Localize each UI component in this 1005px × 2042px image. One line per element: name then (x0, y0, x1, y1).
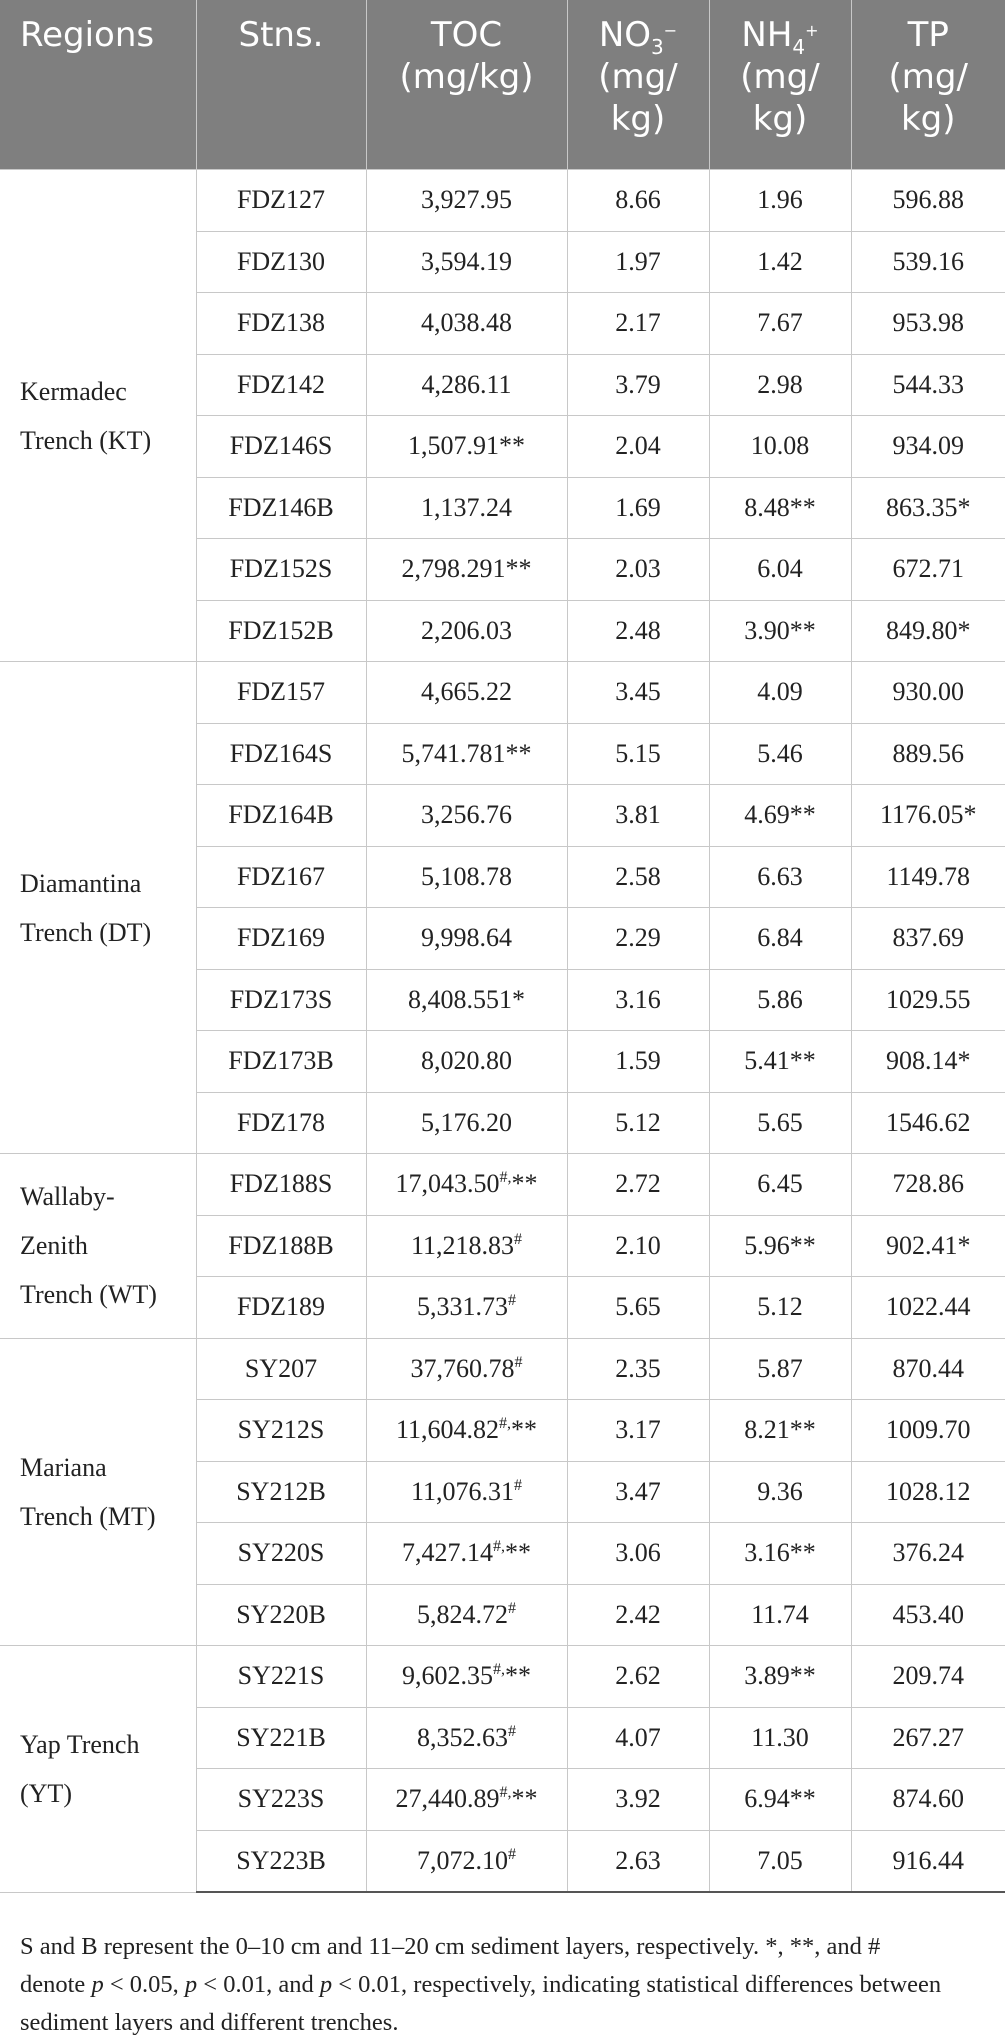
station-cell: FDZ130 (196, 231, 366, 293)
toc-cell (366, 1031, 567, 1093)
nh4-cell: 4.09 (709, 662, 851, 724)
toc-significance-sup: # (508, 1292, 516, 1310)
toc-cell (366, 1584, 567, 1646)
table-footnote (20, 1928, 995, 2042)
toc-significance-sup: # (514, 1476, 523, 1494)
no3-cell: 3.17 (567, 1400, 709, 1462)
tp-cell: 849.80* (851, 600, 1005, 662)
table-row (0, 662, 1005, 724)
toc-value: 2,206.03 (421, 615, 512, 645)
header-regions (0, 0, 196, 170)
header-tp (851, 0, 1005, 170)
station-cell: SY221B (196, 1707, 366, 1769)
nh4-cell: 1.96 (709, 170, 851, 232)
tp-cell: 874.60 (851, 1769, 1005, 1831)
tp-cell: 870.44 (851, 1338, 1005, 1400)
toc-value: 3,256.76 (421, 800, 512, 830)
toc-value: 4,038.48 (421, 308, 512, 338)
station-cell: SY207 (196, 1338, 366, 1400)
region-cell (0, 1154, 196, 1339)
nh4-cell: 6.45 (709, 1154, 851, 1216)
no3-cell: 2.29 (567, 908, 709, 970)
no3-cell: 1.97 (567, 231, 709, 293)
toc-significance-sup: #, (499, 1415, 512, 1433)
toc-significance-sup: #, (499, 1169, 512, 1187)
toc-value: 9,602.35 (402, 1661, 493, 1691)
header-no3-sup: − (663, 21, 678, 40)
station-cell: SY223B (196, 1830, 366, 1892)
station-cell: FDZ152B (196, 600, 366, 662)
station-cell: SY220B (196, 1584, 366, 1646)
nh4-cell: 8.21** (709, 1400, 851, 1462)
toc-value: 17,043.50 (395, 1169, 500, 1199)
toc-value: 5,824.72 (417, 1599, 508, 1629)
no3-cell: 3.92 (567, 1769, 709, 1831)
table-row (0, 1338, 1005, 1400)
station-cell: FDZ146S (196, 416, 366, 478)
tp-cell: 1029.55 (851, 969, 1005, 1031)
tp-cell: 539.16 (851, 231, 1005, 293)
header-toc-line: TOC (430, 15, 503, 55)
nh4-cell: 7.05 (709, 1830, 851, 1892)
region-cell (0, 1338, 196, 1646)
table-row (0, 1646, 1005, 1708)
toc-significance-sup: #, (499, 1784, 512, 1802)
nh4-cell: 4.69** (709, 785, 851, 847)
toc-value: 2,798.291 (401, 554, 506, 584)
tp-cell: 863.35* (851, 477, 1005, 539)
station-cell: FDZ169 (196, 908, 366, 970)
header-no3-sub: 3 (651, 35, 664, 59)
no3-cell: 2.17 (567, 293, 709, 355)
toc-value: 7,072.10 (417, 1845, 508, 1875)
tp-cell: 1028.12 (851, 1461, 1005, 1523)
header-row (0, 0, 1005, 170)
tp-cell: 453.40 (851, 1584, 1005, 1646)
nh4-cell: 3.90** (709, 600, 851, 662)
region-label-line: Zenith (20, 1231, 88, 1261)
tp-cell: 1546.62 (851, 1092, 1005, 1154)
station-cell: FDZ164S (196, 723, 366, 785)
header-no3-base: NO (598, 15, 652, 55)
toc-cell (366, 723, 567, 785)
table-row (0, 170, 1005, 232)
station-cell: FDZ173S (196, 969, 366, 1031)
tp-cell: 1009.70 (851, 1400, 1005, 1462)
region-label-line: Wallaby- (20, 1182, 115, 1212)
no3-cell: 2.10 (567, 1215, 709, 1277)
toc-cell (366, 662, 567, 724)
toc-value: 11,218.83 (410, 1230, 515, 1260)
station-cell: FDZ167 (196, 846, 366, 908)
station-cell: FDZ152S (196, 539, 366, 601)
toc-cell (366, 170, 567, 232)
toc-significance-sup: # (514, 1353, 523, 1371)
toc-cell (366, 1707, 567, 1769)
footnote-text: < 0.05, (103, 1971, 185, 1998)
nh4-cell: 5.46 (709, 723, 851, 785)
tp-cell: 728.86 (851, 1154, 1005, 1216)
tp-cell: 596.88 (851, 170, 1005, 232)
nh4-cell: 2.98 (709, 354, 851, 416)
toc-cell (366, 600, 567, 662)
nh4-cell: 11.30 (709, 1707, 851, 1769)
nh4-cell: 6.84 (709, 908, 851, 970)
station-cell: FDZ178 (196, 1092, 366, 1154)
nh4-cell: 10.08 (709, 416, 851, 478)
no3-cell: 1.59 (567, 1031, 709, 1093)
header-nh4-line: kg) (752, 99, 808, 139)
no3-cell: 2.04 (567, 416, 709, 478)
nh4-cell: 6.94** (709, 1769, 851, 1831)
toc-cell (366, 1461, 567, 1523)
tp-cell: 267.27 (851, 1707, 1005, 1769)
tp-cell: 916.44 (851, 1830, 1005, 1892)
no3-cell: 3.06 (567, 1523, 709, 1585)
nh4-cell: 3.16** (709, 1523, 851, 1585)
toc-value: 9,998.64 (421, 923, 512, 953)
footnote-line: sediment layers and different trenches. (20, 2009, 399, 2036)
no3-cell: 1.69 (567, 477, 709, 539)
header-tp-line: TP (907, 15, 949, 55)
toc-value: 4,665.22 (421, 677, 512, 707)
header-tp-line: (mg/ (888, 57, 968, 97)
toc-value: 8,020.80 (421, 1046, 512, 1076)
nh4-cell: 9.36 (709, 1461, 851, 1523)
toc-significance-mark: * (512, 984, 525, 1014)
no3-cell: 5.15 (567, 723, 709, 785)
no3-cell: 2.72 (567, 1154, 709, 1216)
region-label-line: Trench (DT) (20, 917, 152, 947)
header-regions-text: Regions (20, 15, 155, 55)
header-toc-line: (mg/kg) (399, 57, 534, 97)
region-label-line: (YT) (20, 1778, 72, 1808)
no3-cell: 5.12 (567, 1092, 709, 1154)
station-cell: FDZ142 (196, 354, 366, 416)
nh4-cell: 5.86 (709, 969, 851, 1031)
station-cell: FDZ189 (196, 1277, 366, 1339)
no3-cell: 8.66 (567, 170, 709, 232)
tp-cell: 902.41* (851, 1215, 1005, 1277)
header-no3-line: kg) (610, 99, 666, 139)
toc-cell (366, 1830, 567, 1892)
toc-value: 11,604.82 (395, 1415, 500, 1445)
region-label-line: Diamantina (20, 868, 142, 898)
region-label-line: Kermadec (20, 376, 127, 406)
no3-cell: 2.42 (567, 1584, 709, 1646)
toc-value: 5,741.781 (401, 738, 506, 768)
station-cell: SY223S (196, 1769, 366, 1831)
region-label-line: Trench (KT) (20, 425, 152, 455)
toc-value: 3,927.95 (421, 185, 512, 215)
table-body (0, 170, 1005, 1893)
no3-cell: 3.47 (567, 1461, 709, 1523)
toc-value: 11,076.31 (410, 1476, 515, 1506)
toc-cell (366, 785, 567, 847)
station-cell: FDZ188B (196, 1215, 366, 1277)
region-cell (0, 170, 196, 662)
nh4-cell: 3.89** (709, 1646, 851, 1708)
header-toc (366, 0, 567, 170)
nh4-cell: 1.42 (709, 231, 851, 293)
toc-significance-sup: # (508, 1599, 516, 1617)
nh4-cell: 5.65 (709, 1092, 851, 1154)
header-nh4-sub: 4 (792, 35, 806, 59)
toc-value: 5,108.78 (421, 861, 512, 891)
station-cell: SY212S (196, 1400, 366, 1462)
toc-cell (366, 1154, 567, 1216)
toc-cell (366, 1092, 567, 1154)
toc-cell (366, 969, 567, 1031)
toc-significance-mark: ** (505, 738, 532, 768)
tp-cell: 934.09 (851, 416, 1005, 478)
footnote-p: p (319, 1971, 333, 1998)
station-cell: FDZ146B (196, 477, 366, 539)
toc-significance-mark: ** (505, 1661, 531, 1691)
toc-significance-sup: # (508, 1722, 516, 1740)
toc-value: 27,440.89 (395, 1784, 500, 1814)
toc-value: 5,331.73 (417, 1292, 508, 1322)
tp-cell: 376.24 (851, 1523, 1005, 1585)
header-nh4-base: NH (741, 15, 793, 55)
footnote-p: p (184, 1971, 198, 1998)
tp-cell: 1176.05* (851, 785, 1005, 847)
region-label-line: Trench (WT) (20, 1280, 157, 1310)
toc-value: 7,427.14 (402, 1538, 493, 1568)
toc-cell (366, 908, 567, 970)
tp-cell: 837.69 (851, 908, 1005, 970)
toc-cell (366, 1769, 567, 1831)
nh4-cell: 6.63 (709, 846, 851, 908)
region-label-line: Trench (MT) (20, 1501, 156, 1531)
toc-cell (366, 1277, 567, 1339)
header-no3-line: (mg/ (598, 57, 678, 97)
region-cell (0, 1646, 196, 1893)
nh4-cell: 5.12 (709, 1277, 851, 1339)
toc-cell (366, 354, 567, 416)
region-label-line: Mariana (20, 1452, 107, 1482)
footnote-line: S and B represent the 0–10 cm and 11–20 cm sediment layers, respectively. *, **, and # (20, 1933, 881, 1960)
no3-cell: 3.81 (567, 785, 709, 847)
tp-cell: 672.71 (851, 539, 1005, 601)
header-no3 (567, 0, 709, 170)
no3-cell: 2.35 (567, 1338, 709, 1400)
nh4-cell: 6.04 (709, 539, 851, 601)
table-row (0, 1154, 1005, 1216)
header-tp-line: kg) (900, 99, 956, 139)
toc-significance-mark: ** (505, 1538, 531, 1568)
nh4-cell: 7.67 (709, 293, 851, 355)
toc-cell (366, 1646, 567, 1708)
tp-cell: 544.33 (851, 354, 1005, 416)
station-cell: SY221S (196, 1646, 366, 1708)
header-stns-text: Stns. (238, 15, 324, 55)
region-label-line: Yap Trench (20, 1729, 140, 1759)
toc-significance-mark: ** (511, 1169, 538, 1199)
no3-cell: 2.63 (567, 1830, 709, 1892)
toc-significance-mark: ** (511, 1784, 538, 1814)
toc-significance-mark: ** (499, 431, 525, 461)
station-cell: FDZ173B (196, 1031, 366, 1093)
footnote-text: < 0.01, respectively, indicating statistical differences between (332, 1971, 942, 1998)
no3-cell: 4.07 (567, 1707, 709, 1769)
toc-significance-sup: #, (493, 1538, 505, 1556)
footnote-text: < 0.01, and (197, 1971, 320, 1998)
station-cell: FDZ127 (196, 170, 366, 232)
no3-cell: 2.48 (567, 600, 709, 662)
toc-cell (366, 1338, 567, 1400)
no3-cell: 3.45 (567, 662, 709, 724)
toc-significance-sup: #, (493, 1661, 505, 1679)
toc-value: 37,760.78 (410, 1353, 515, 1383)
toc-cell (366, 477, 567, 539)
footnote-p: p (91, 1971, 104, 1998)
tp-cell: 930.00 (851, 662, 1005, 724)
no3-cell: 2.62 (567, 1646, 709, 1708)
station-cell: FDZ164B (196, 785, 366, 847)
header-nh4-line: (mg/ (740, 57, 820, 97)
header-nh4 (709, 0, 851, 170)
toc-cell (366, 846, 567, 908)
station-cell: SY220S (196, 1523, 366, 1585)
toc-value: 8,352.63 (417, 1722, 508, 1752)
toc-value: 4,286.11 (421, 369, 512, 399)
toc-cell (366, 539, 567, 601)
nh4-cell: 5.96** (709, 1215, 851, 1277)
tp-cell: 1022.44 (851, 1277, 1005, 1339)
nh4-cell: 5.41** (709, 1031, 851, 1093)
toc-value: 5,176.20 (421, 1107, 512, 1137)
no3-cell: 2.58 (567, 846, 709, 908)
toc-significance-mark: ** (505, 554, 532, 584)
toc-cell (366, 1523, 567, 1585)
toc-cell (366, 1215, 567, 1277)
station-cell: FDZ138 (196, 293, 366, 355)
nh4-cell: 11.74 (709, 1584, 851, 1646)
no3-cell: 5.65 (567, 1277, 709, 1339)
no3-cell: 2.03 (567, 539, 709, 601)
region-cell (0, 662, 196, 1154)
tp-cell: 908.14* (851, 1031, 1005, 1093)
tp-cell: 953.98 (851, 293, 1005, 355)
no3-cell: 3.16 (567, 969, 709, 1031)
footnote-text: denote (20, 1971, 92, 1998)
no3-cell: 3.79 (567, 354, 709, 416)
nh4-cell: 8.48** (709, 477, 851, 539)
tp-cell: 209.74 (851, 1646, 1005, 1708)
station-cell: SY212B (196, 1461, 366, 1523)
toc-significance-sup: # (508, 1845, 516, 1863)
toc-cell (366, 1400, 567, 1462)
tp-cell: 1149.78 (851, 846, 1005, 908)
toc-significance-mark: ** (511, 1415, 538, 1445)
toc-significance-sup: # (514, 1230, 523, 1248)
toc-cell (366, 293, 567, 355)
toc-value: 8,408.551 (408, 984, 512, 1014)
toc-value: 1,137.24 (421, 492, 512, 522)
toc-value: 1,507.91 (408, 431, 499, 461)
nh4-cell: 5.87 (709, 1338, 851, 1400)
header-nh4-sup: + (805, 21, 819, 40)
station-cell: FDZ188S (196, 1154, 366, 1216)
toc-cell (366, 231, 567, 293)
toc-value: 3,594.19 (421, 246, 512, 276)
tp-cell: 889.56 (851, 723, 1005, 785)
header-stns (196, 0, 366, 170)
toc-cell (366, 416, 567, 478)
station-cell: FDZ157 (196, 662, 366, 724)
